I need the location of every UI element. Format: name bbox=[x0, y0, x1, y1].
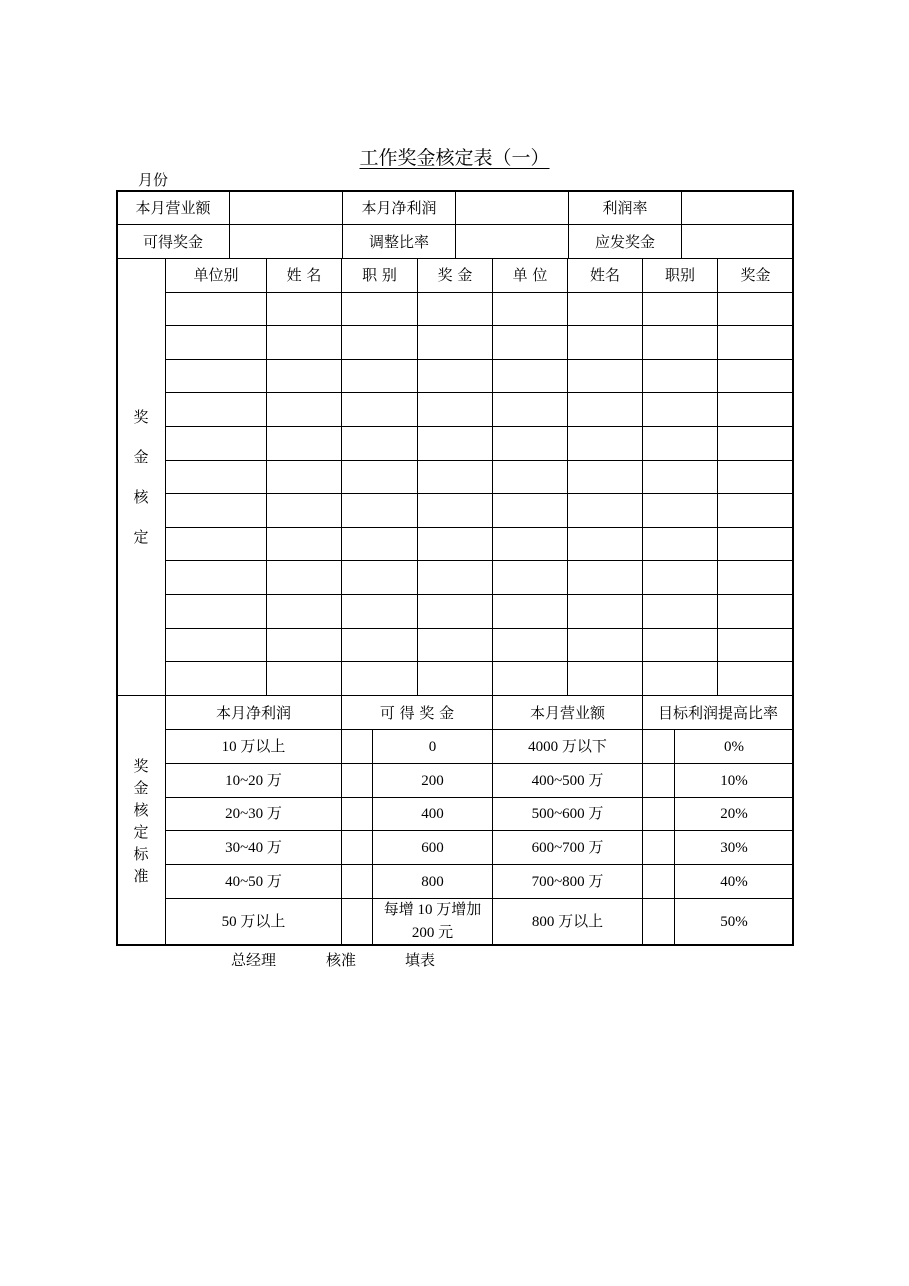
signature-label: 核准 bbox=[326, 951, 357, 969]
standard-spacer-cell bbox=[642, 864, 675, 899]
standard-rate-cell: 10% bbox=[674, 763, 794, 798]
bonus-entry-cell[interactable] bbox=[717, 527, 794, 561]
side-label-char: 准 bbox=[133, 866, 149, 885]
standard-profit-cell: 10~20 万 bbox=[165, 763, 342, 798]
standard-revenue-cell: 600~700 万 bbox=[492, 830, 643, 865]
standard-spacer-cell bbox=[642, 729, 675, 764]
bonus-entry-cell[interactable] bbox=[266, 359, 342, 393]
standard-side-label bbox=[116, 695, 166, 946]
standard-profit-cell: 30~40 万 bbox=[165, 830, 342, 865]
summary-value-field[interactable] bbox=[681, 224, 794, 259]
bonus-entry-cell[interactable] bbox=[642, 560, 718, 595]
bonus-entry-cell[interactable] bbox=[341, 426, 418, 461]
bonus-entry-cell[interactable] bbox=[567, 560, 643, 595]
standard-revenue-cell: 400~500 万 bbox=[492, 763, 643, 798]
bonus-entry-cell[interactable] bbox=[165, 426, 267, 461]
bonus-entry-cell[interactable] bbox=[165, 325, 267, 360]
side-label-char: 金 bbox=[133, 778, 149, 797]
bonus-entry-cell[interactable] bbox=[341, 292, 418, 326]
standard-rate-cell: 20% bbox=[674, 797, 794, 831]
bonus-entry-cell[interactable] bbox=[341, 661, 418, 696]
standard-spacer-cell bbox=[341, 864, 373, 899]
bonus-entry-cell[interactable] bbox=[717, 594, 794, 629]
bonus-entry-cell[interactable] bbox=[717, 560, 794, 595]
standard-spacer-cell bbox=[642, 898, 675, 946]
bonus-header-cell: 职 别 bbox=[341, 258, 418, 293]
standard-spacer-cell bbox=[642, 797, 675, 831]
bonus-entry-cell[interactable] bbox=[717, 460, 794, 494]
bonus-entry-cell[interactable] bbox=[492, 359, 568, 393]
standard-header-cell: 目标利润提高比率 bbox=[642, 695, 794, 730]
bonus-entry-cell[interactable] bbox=[642, 325, 718, 360]
bonus-entry-cell[interactable] bbox=[492, 493, 568, 528]
standard-bonus-cell: 800 bbox=[372, 864, 493, 899]
bonus-entry-cell[interactable] bbox=[165, 359, 267, 393]
bonus-entry-cell[interactable] bbox=[567, 661, 643, 696]
bonus-entry-cell[interactable] bbox=[417, 359, 493, 393]
side-label-char: 奖 bbox=[133, 407, 149, 426]
month-label: 月份 bbox=[138, 171, 169, 189]
bonus-entry-cell[interactable] bbox=[567, 325, 643, 360]
bonus-entry-cell[interactable] bbox=[567, 628, 643, 662]
bonus-entry-cell[interactable] bbox=[567, 292, 643, 326]
bonus-header-cell: 奖金 bbox=[717, 258, 794, 293]
side-label-char: 定 bbox=[133, 822, 149, 841]
summary-label: 利润率 bbox=[568, 190, 682, 225]
bonus-entry-cell[interactable] bbox=[492, 628, 568, 662]
bonus-entry-cell[interactable] bbox=[341, 325, 418, 360]
bonus-entry-cell[interactable] bbox=[266, 392, 342, 427]
standard-spacer-cell bbox=[341, 797, 373, 831]
standard-spacer-cell bbox=[341, 729, 373, 764]
bonus-entry-cell[interactable] bbox=[266, 628, 342, 662]
bonus-entry-cell[interactable] bbox=[341, 527, 418, 561]
bonus-entry-cell[interactable] bbox=[266, 325, 342, 360]
bonus-entry-cell[interactable] bbox=[417, 426, 493, 461]
bonus-entry-cell[interactable] bbox=[417, 292, 493, 326]
side-label-char: 核 bbox=[133, 487, 149, 506]
standard-rate-cell: 30% bbox=[674, 830, 794, 865]
bonus-entry-cell[interactable] bbox=[492, 661, 568, 696]
bonus-entry-cell[interactable] bbox=[417, 460, 493, 494]
standard-spacer-cell bbox=[642, 830, 675, 865]
signature-label: 总经理 bbox=[231, 951, 277, 969]
bonus-entry-cell[interactable] bbox=[567, 392, 643, 427]
bonus-entry-cell[interactable] bbox=[492, 560, 568, 595]
bonus-entry-cell[interactable] bbox=[266, 661, 342, 696]
standard-bonus-cell: 600 bbox=[372, 830, 493, 865]
bonus-entry-cell[interactable] bbox=[567, 460, 643, 494]
bonus-entry-cell[interactable] bbox=[717, 292, 794, 326]
summary-value-field[interactable] bbox=[455, 190, 569, 225]
standard-bonus-cell: 0 bbox=[372, 729, 493, 764]
bonus-entry-cell[interactable] bbox=[492, 426, 568, 461]
standard-revenue-cell: 4000 万以下 bbox=[492, 729, 643, 764]
bonus-entry-cell[interactable] bbox=[341, 594, 418, 629]
standard-header-cell: 可 得 奖 金 bbox=[341, 695, 493, 730]
bonus-entry-cell[interactable] bbox=[165, 527, 267, 561]
page-title: 工作奖金核定表（一） bbox=[359, 147, 550, 169]
side-label-char: 定 bbox=[133, 527, 149, 546]
standard-bonus-cell: 每增 10 万增加 200 元 bbox=[372, 898, 493, 946]
bonus-entry-cell[interactable] bbox=[266, 460, 342, 494]
side-label-char: 奖 bbox=[133, 756, 149, 775]
bonus-entry-cell[interactable] bbox=[717, 661, 794, 696]
side-label-char: 金 bbox=[133, 447, 149, 466]
standard-rate-cell: 40% bbox=[674, 864, 794, 899]
bonus-entry-cell[interactable] bbox=[341, 460, 418, 494]
bonus-entry-cell[interactable] bbox=[165, 628, 267, 662]
bonus-entry-cell[interactable] bbox=[165, 661, 267, 696]
bonus-entry-cell[interactable] bbox=[266, 493, 342, 528]
summary-label: 可得奖金 bbox=[116, 224, 230, 259]
bonus-entry-cell[interactable] bbox=[341, 392, 418, 427]
bonus-entry-cell[interactable] bbox=[417, 493, 493, 528]
summary-label: 本月净利润 bbox=[342, 190, 456, 225]
bonus-entry-cell[interactable] bbox=[567, 359, 643, 393]
bonus-entry-cell[interactable] bbox=[417, 325, 493, 360]
standard-header-cell: 本月营业额 bbox=[492, 695, 643, 730]
standard-profit-cell: 40~50 万 bbox=[165, 864, 342, 899]
bonus-entry-cell[interactable] bbox=[165, 292, 267, 326]
bonus-entry-cell[interactable] bbox=[417, 661, 493, 696]
bonus-entry-cell[interactable] bbox=[417, 527, 493, 561]
bonus-entry-cell[interactable] bbox=[165, 560, 267, 595]
bonus-side-label bbox=[116, 258, 166, 696]
standard-revenue-cell: 800 万以上 bbox=[492, 898, 643, 946]
bonus-entry-cell[interactable] bbox=[642, 460, 718, 494]
bonus-entry-cell[interactable] bbox=[717, 392, 794, 427]
bonus-entry-cell[interactable] bbox=[417, 392, 493, 427]
bonus-header-cell: 职别 bbox=[642, 258, 718, 293]
bonus-entry-cell[interactable] bbox=[266, 426, 342, 461]
bonus-entry-cell[interactable] bbox=[165, 493, 267, 528]
bonus-entry-cell[interactable] bbox=[417, 628, 493, 662]
bonus-entry-cell[interactable] bbox=[717, 426, 794, 461]
bonus-entry-cell[interactable] bbox=[417, 560, 493, 595]
bonus-entry-cell[interactable] bbox=[567, 493, 643, 528]
summary-value-field[interactable] bbox=[229, 190, 343, 225]
bonus-entry-cell[interactable] bbox=[642, 594, 718, 629]
bonus-entry-cell[interactable] bbox=[266, 594, 342, 629]
bonus-entry-cell[interactable] bbox=[165, 594, 267, 629]
standard-bonus-cell: 400 bbox=[372, 797, 493, 831]
bonus-header-cell: 姓名 bbox=[567, 258, 643, 293]
bonus-entry-cell[interactable] bbox=[341, 560, 418, 595]
bonus-entry-cell[interactable] bbox=[266, 560, 342, 595]
bonus-entry-cell[interactable] bbox=[266, 292, 342, 326]
bonus-entry-cell[interactable] bbox=[642, 527, 718, 561]
side-label-char: 标 bbox=[133, 844, 149, 863]
bonus-header-cell: 姓 名 bbox=[266, 258, 342, 293]
bonus-entry-cell[interactable] bbox=[717, 628, 794, 662]
standard-spacer-cell bbox=[642, 763, 675, 798]
standard-rate-cell: 50% bbox=[674, 898, 794, 946]
bonus-entry-cell[interactable] bbox=[341, 628, 418, 662]
summary-value-field[interactable] bbox=[455, 224, 569, 259]
summary-label: 本月营业额 bbox=[116, 190, 230, 225]
bonus-entry-cell[interactable] bbox=[567, 527, 643, 561]
standard-side-label-text bbox=[133, 755, 148, 887]
summary-label: 应发奖金 bbox=[568, 224, 682, 259]
bonus-entry-cell[interactable] bbox=[642, 493, 718, 528]
bonus-entry-cell[interactable] bbox=[642, 661, 718, 696]
standard-spacer-cell bbox=[341, 763, 373, 798]
bonus-entry-cell[interactable] bbox=[165, 460, 267, 494]
bonus-entry-cell[interactable] bbox=[642, 359, 718, 393]
bonus-entry-cell[interactable] bbox=[492, 392, 568, 427]
bonus-entry-cell[interactable] bbox=[717, 359, 794, 393]
standard-spacer-cell bbox=[341, 830, 373, 865]
signature-label: 填表 bbox=[405, 951, 436, 969]
bonus-entry-cell[interactable] bbox=[567, 594, 643, 629]
bonus-entry-cell[interactable] bbox=[567, 426, 643, 461]
bonus-form-table bbox=[116, 190, 794, 946]
standard-revenue-cell: 700~800 万 bbox=[492, 864, 643, 899]
summary-value-field[interactable] bbox=[229, 224, 343, 259]
bonus-entry-cell[interactable] bbox=[492, 527, 568, 561]
standard-profit-cell: 20~30 万 bbox=[165, 797, 342, 831]
summary-label: 调整比率 bbox=[342, 224, 456, 259]
standard-profit-cell: 10 万以上 bbox=[165, 729, 342, 764]
bonus-entry-cell[interactable] bbox=[417, 594, 493, 629]
bonus-entry-cell[interactable] bbox=[266, 527, 342, 561]
bonus-header-cell: 奖 金 bbox=[417, 258, 493, 293]
bonus-entry-cell[interactable] bbox=[717, 493, 794, 528]
bonus-header-cell: 单 位 bbox=[492, 258, 568, 293]
standard-revenue-cell: 500~600 万 bbox=[492, 797, 643, 831]
standard-rate-cell: 0% bbox=[674, 729, 794, 764]
bonus-entry-cell[interactable] bbox=[642, 392, 718, 427]
bonus-entry-cell[interactable] bbox=[717, 325, 794, 360]
bonus-entry-cell[interactable] bbox=[341, 359, 418, 393]
bonus-entry-cell[interactable] bbox=[642, 292, 718, 326]
bonus-entry-cell[interactable] bbox=[492, 594, 568, 629]
bonus-entry-cell[interactable] bbox=[642, 628, 718, 662]
bonus-entry-cell[interactable] bbox=[492, 292, 568, 326]
bonus-entry-cell[interactable] bbox=[642, 426, 718, 461]
bonus-entry-cell[interactable] bbox=[492, 325, 568, 360]
bonus-header-cell: 单位别 bbox=[165, 258, 267, 293]
bonus-entry-cell[interactable] bbox=[165, 392, 267, 427]
standard-profit-cell: 50 万以上 bbox=[165, 898, 342, 946]
standard-spacer-cell bbox=[341, 898, 373, 946]
side-label-char: 核 bbox=[133, 800, 149, 819]
standard-bonus-cell: 200 bbox=[372, 763, 493, 798]
bonus-entry-cell[interactable] bbox=[341, 493, 418, 528]
summary-value-field[interactable] bbox=[681, 190, 794, 225]
bonus-entry-cell[interactable] bbox=[492, 460, 568, 494]
bonus-side-label-text bbox=[133, 397, 148, 557]
standard-header-cell: 本月净利润 bbox=[165, 695, 342, 730]
